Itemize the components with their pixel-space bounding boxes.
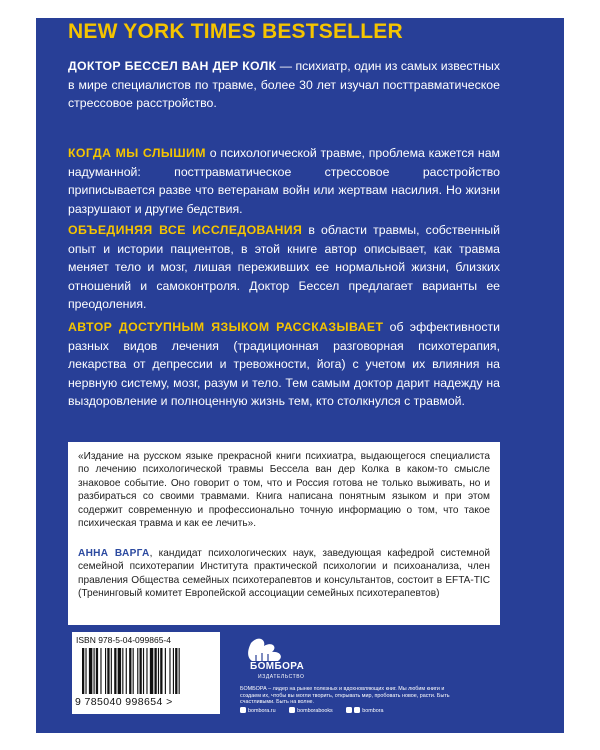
review-quote: «Издание на русском языке прекрасной книги психиатра, выдающегося специалиста по лечению психологической травмы Бессела ван дер Колка в каком-то смысле знаковое событие. Оно говорит о том, что и Россия готова не только выживать, но и разбираться со своими травмами. Книга написана понятным языком и при этом содержит современную и профессионально точную информацию о том, что такое психическая травма и как ее лечить». (78, 451, 490, 530)
publisher-socials (240, 707, 464, 714)
youtube-icon (346, 707, 352, 713)
publisher-name: БОМБОРА (250, 661, 305, 672)
quote-box (68, 442, 500, 625)
social-handle: bombora (362, 708, 384, 714)
publisher-description: БОМБОРА – лидер на рынке полезных и вдохновляющих книг. Мы любим книги и создаем их, чтобы вы могли творить, открывать мир, пробовать новое, расти. Быть счастливыми. Быть на волне. (240, 686, 450, 706)
quote-author-name: АННА ВАРГА (78, 548, 150, 559)
social-site: bombora.ru (248, 708, 276, 714)
paragraph-2-lead: ОБЪЕДИНЯЯ ВСЕ ИССЛЕДОВАНИЯ (68, 223, 303, 237)
barcode-digits: 9 785040 998654 > (75, 696, 173, 708)
paragraph-3-lead: АВТОР ДОСТУПНЫМ ЯЗЫКОМ РАССКАЗЫВАЕТ (68, 320, 384, 334)
author-intro-text: — психиатр, один из самых известных в мире специалистов по травме, более 30 лет изучал посттравматическое стрессовое расстройство. (68, 59, 500, 110)
paragraph-1-lead: КОГДА МЫ СЛЫШИМ (68, 146, 206, 160)
bestseller-heading: NEW YORK TIMES BESTSELLER (68, 20, 403, 43)
barcode-icon (82, 648, 212, 694)
quote-attribution (78, 547, 490, 601)
paragraph-2-text: в области травмы, собственный опыт и истории пациентов, в этой книге автор описывает, как травма меняет тело и мозг, лишая переживших ее нормальной жизни, близких отношений и самоконтроля. Доктор Бессел предлагает варианты ее преодоления. (68, 223, 500, 312)
author-intro (68, 57, 500, 113)
publisher-subtitle: ИЗДАТЕЛЬСТВО (258, 674, 305, 680)
paragraph-1 (68, 144, 500, 218)
isbn-number: ISBN 978-5-04-099865-4 (76, 635, 171, 645)
social-books: bomborabooks (297, 708, 333, 714)
paragraph-1-text: о психологической травме, проблема кажется нам надуманной: посттравматическое стрессовое расстройство приписывается разве что ветеранам войн или жертвам насилия. Но жизни разрушают и другие бедствия. (68, 146, 500, 216)
vk-icon (289, 707, 295, 713)
paragraph-3-text: об эффективности разных видов лечения (традиционная разговорная психотерапия, лекарства от депрессии и тревожности, йога) с учетом их влияния на нервную систему, мозг, разум и тело. Тем самым доктор дарит надежду на выздоровление и полноценную жизнь тем, кто столкнулся с травмой. (68, 320, 500, 409)
instagram-icon (240, 707, 246, 713)
barcode-box (72, 632, 220, 714)
telegram-icon (354, 707, 360, 713)
author-name-caps: ДОКТОР БЕССЕЛ ВАН ДЕР КОЛК (68, 59, 277, 73)
paragraph-3 (68, 318, 500, 411)
quote-author-description: , кандидат психологических наук, заведующая кафедрой системной семейной психотерапии Института практической психологии и психоанализа, член правления Общества семейных психотерапевтов и консультантов, состоит в EFTA-TIC (Тренинговый комитет Европейской ассоциации семейных психотерапевтов) (78, 548, 490, 600)
paragraph-2 (68, 221, 500, 314)
